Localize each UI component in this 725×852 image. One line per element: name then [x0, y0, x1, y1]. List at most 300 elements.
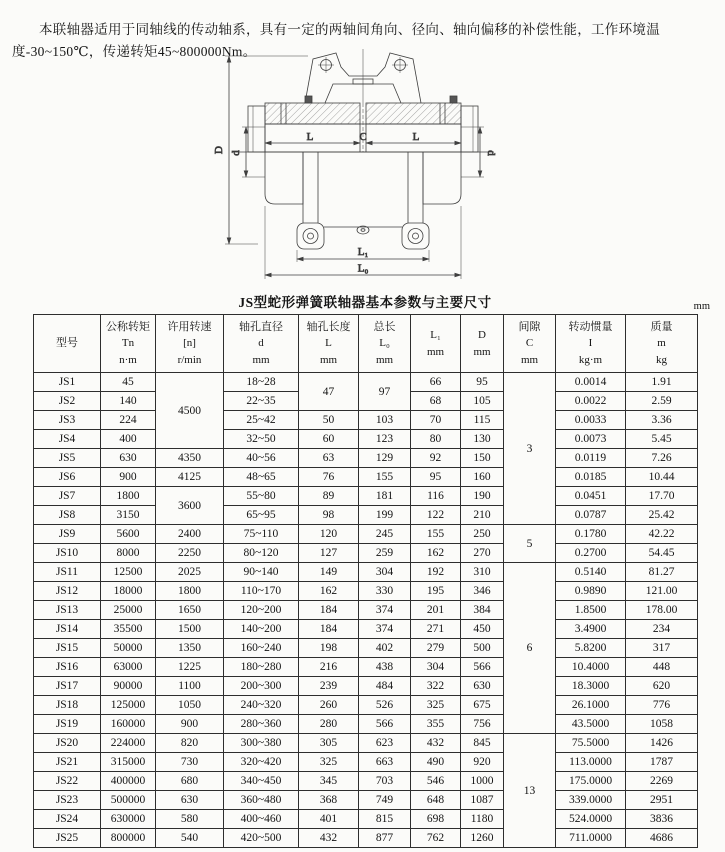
- table-cell: JS11: [34, 563, 101, 582]
- table-cell: 110~170: [224, 582, 299, 601]
- table-cell: 22~35: [224, 392, 299, 411]
- table-row: [34, 544, 698, 563]
- table-cell: JS17: [34, 677, 101, 696]
- table-cell: JS25: [34, 829, 101, 848]
- table-cell: 127: [299, 544, 359, 563]
- table-cell: 1800: [156, 582, 224, 601]
- table-cell: 155: [411, 525, 461, 544]
- dim-label-L-left: L: [306, 131, 314, 143]
- table-cell: 877: [359, 829, 411, 848]
- table-cell: 1426: [626, 734, 698, 753]
- table-cell: 630000: [101, 810, 156, 829]
- table-cell: 0.0022: [556, 392, 626, 411]
- clamp-bolt-left-icon: [305, 96, 312, 103]
- table-cell: 2951: [626, 791, 698, 810]
- table-cell: 630: [461, 677, 504, 696]
- table-cell: 330: [359, 582, 411, 601]
- table-row: [34, 810, 698, 829]
- table-cell: 2250: [156, 544, 224, 563]
- table-cell: 3.36: [626, 411, 698, 430]
- table-cell: 2.59: [626, 392, 698, 411]
- table-cell: 75.5000: [556, 734, 626, 753]
- table-cell: 432: [411, 734, 461, 753]
- table-cell: JS21: [34, 753, 101, 772]
- table-cell: 566: [359, 715, 411, 734]
- table-cell: 2400: [156, 525, 224, 544]
- dim-label-L0: L₀: [357, 262, 369, 275]
- table-cell: JS16: [34, 658, 101, 677]
- table-row: [34, 677, 698, 696]
- table-cell: 368: [299, 791, 359, 810]
- table-cell: JS24: [34, 810, 101, 829]
- table-cell: JS5: [34, 449, 101, 468]
- table-cell: 623: [359, 734, 411, 753]
- table-cell: 280: [299, 715, 359, 734]
- table-header-row: [34, 315, 698, 373]
- table-cell: 540: [156, 829, 224, 848]
- table-cell: 400000: [101, 772, 156, 791]
- column-header: 间隙 C mm: [504, 315, 556, 373]
- table-cell: 400: [101, 430, 156, 449]
- table-cell: 484: [359, 677, 411, 696]
- table-cell: 45: [101, 373, 156, 392]
- table-cell: 80: [411, 430, 461, 449]
- dim-label-L-right: L: [412, 131, 420, 143]
- table-cell: 402: [359, 639, 411, 658]
- table-cell: 776: [626, 696, 698, 715]
- dim-label-L1: L₁: [357, 246, 369, 258]
- spring-cover-legs: [297, 152, 429, 249]
- table-cell: 216: [299, 658, 359, 677]
- table-cell: 0.0033: [556, 411, 626, 430]
- coupling-technical-drawing: [213, 46, 513, 288]
- table-cell: 1350: [156, 639, 224, 658]
- table-cell: 845: [461, 734, 504, 753]
- table-cell: 50000: [101, 639, 156, 658]
- table-row: [34, 620, 698, 639]
- table-cell: JS9: [34, 525, 101, 544]
- table-cell: JS13: [34, 601, 101, 620]
- table-cell: 162: [299, 582, 359, 601]
- table-cell: 10.44: [626, 468, 698, 487]
- table-cell: 92: [411, 449, 461, 468]
- table-cell: 3600: [156, 487, 224, 525]
- table-cell: 401: [299, 810, 359, 829]
- parameters-table: [33, 314, 698, 848]
- table-cell: 180~280: [224, 658, 299, 677]
- table-cell: 103: [359, 411, 411, 430]
- table-cell: 815: [359, 810, 411, 829]
- table-cell: 450: [461, 620, 504, 639]
- table-cell: 3836: [626, 810, 698, 829]
- table-cell: JS20: [34, 734, 101, 753]
- table-cell: JS14: [34, 620, 101, 639]
- dimension-L0: [265, 206, 461, 279]
- table-cell: JS10: [34, 544, 101, 563]
- table-cell: 322: [411, 677, 461, 696]
- table-cell: 0.1780: [556, 525, 626, 544]
- table-cell: 160: [461, 468, 504, 487]
- table-cell: 663: [359, 753, 411, 772]
- table-cell: 325: [411, 696, 461, 715]
- drawing-container: [213, 46, 513, 293]
- table-cell: 63: [299, 449, 359, 468]
- table-cell: 199: [359, 506, 411, 525]
- table-row: [34, 734, 698, 753]
- table-cell: 0.0119: [556, 449, 626, 468]
- dim-label-d-right: d: [485, 150, 497, 156]
- table-cell: 300~380: [224, 734, 299, 753]
- table-cell: 75~110: [224, 525, 299, 544]
- table-cell: 25000: [101, 601, 156, 620]
- table-cell: 95: [411, 468, 461, 487]
- table-cell: 448: [626, 658, 698, 677]
- table-cell: 260: [299, 696, 359, 715]
- table-cell: 648: [411, 791, 461, 810]
- table-cell: 4125: [156, 468, 224, 487]
- table-cell: 149: [299, 563, 359, 582]
- table-cell: 160000: [101, 715, 156, 734]
- table-cell: 0.0185: [556, 468, 626, 487]
- table-cell: 200~300: [224, 677, 299, 696]
- table-cell: 310: [461, 563, 504, 582]
- table-cell: 271: [411, 620, 461, 639]
- table-cell: 0.0787: [556, 506, 626, 525]
- table-row: [34, 715, 698, 734]
- table-cell: 25.42: [626, 506, 698, 525]
- table-cell: 184: [299, 601, 359, 620]
- table-cell: 270: [461, 544, 504, 563]
- table-cell: 68: [411, 392, 461, 411]
- column-header: 型号: [34, 315, 101, 373]
- table-cell: 40~56: [224, 449, 299, 468]
- table-cell: 305: [299, 734, 359, 753]
- table-cell: 240~320: [224, 696, 299, 715]
- table-cell: 250: [461, 525, 504, 544]
- table-cell: 900: [101, 468, 156, 487]
- table-cell: 12500: [101, 563, 156, 582]
- table-cell: 340~450: [224, 772, 299, 791]
- dim-label-d-left: d: [230, 150, 242, 156]
- column-header: 许用转速 [n] r/min: [156, 315, 224, 373]
- table-cell: 3.4900: [556, 620, 626, 639]
- lower-hubs: [265, 152, 461, 204]
- table-row: [34, 639, 698, 658]
- table-row: [34, 525, 698, 544]
- table-row: [34, 791, 698, 810]
- table-cell: 70: [411, 411, 461, 430]
- table-cell: 524.0000: [556, 810, 626, 829]
- table-cell: 121.00: [626, 582, 698, 601]
- table-row: [34, 563, 698, 582]
- table-cell: 5.8200: [556, 639, 626, 658]
- table-cell: 0.0451: [556, 487, 626, 506]
- table-cell: 18000: [101, 582, 156, 601]
- table-cell: 10.4000: [556, 658, 626, 677]
- table-cell: 5.45: [626, 430, 698, 449]
- table-cell: 98: [299, 506, 359, 525]
- table-cell: 234: [626, 620, 698, 639]
- table-cell: 580: [156, 810, 224, 829]
- table-cell: 162: [411, 544, 461, 563]
- table-cell: 4686: [626, 829, 698, 848]
- table-cell: 0.0073: [556, 430, 626, 449]
- table-cell: 920: [461, 753, 504, 772]
- table-cell: 198: [299, 639, 359, 658]
- table-cell: 50: [299, 411, 359, 430]
- table-cell: 526: [359, 696, 411, 715]
- table-cell: 374: [359, 601, 411, 620]
- table-cell: 76: [299, 468, 359, 487]
- table-row: [34, 601, 698, 620]
- table-cell: 259: [359, 544, 411, 563]
- table-cell: 43.5000: [556, 715, 626, 734]
- table-cell: JS1: [34, 373, 101, 392]
- dim-label-D: D: [213, 146, 225, 154]
- table-cell: 698: [411, 810, 461, 829]
- table-cell: 315000: [101, 753, 156, 772]
- table-cell: JS23: [34, 791, 101, 810]
- table-cell: 2025: [156, 563, 224, 582]
- table-cell: 54.45: [626, 544, 698, 563]
- dimension-LCL: [265, 131, 461, 143]
- table-cell: JS8: [34, 506, 101, 525]
- table-cell: 160~240: [224, 639, 299, 658]
- table-cell: 279: [411, 639, 461, 658]
- table-cell: 1050: [156, 696, 224, 715]
- table-cell: 8000: [101, 544, 156, 563]
- table-cell: JS2: [34, 392, 101, 411]
- table-cell: 224000: [101, 734, 156, 753]
- table-cell: 32~50: [224, 430, 299, 449]
- table-cell: 175.0000: [556, 772, 626, 791]
- table-cell: 5600: [101, 525, 156, 544]
- table-cell: JS18: [34, 696, 101, 715]
- table-cell: 749: [359, 791, 411, 810]
- table-cell: 1087: [461, 791, 504, 810]
- table-cell: 304: [359, 563, 411, 582]
- bolt-hole-right-icon: [392, 57, 408, 73]
- table-cell: 400~460: [224, 810, 299, 829]
- table-cell: 1225: [156, 658, 224, 677]
- table-cell: 6: [504, 563, 556, 734]
- table-cell: 65~95: [224, 506, 299, 525]
- table-cell: 113.0000: [556, 753, 626, 772]
- column-header: 轴孔直径 d mm: [224, 315, 299, 373]
- table-row: [34, 658, 698, 677]
- table-unit-note: mm: [693, 301, 710, 312]
- table-cell: 7.26: [626, 449, 698, 468]
- table-cell: 245: [359, 525, 411, 544]
- table-cell: 3150: [101, 506, 156, 525]
- table-row: [34, 506, 698, 525]
- table-cell: 620: [626, 677, 698, 696]
- table-cell: 1800: [101, 487, 156, 506]
- table-cell: 0.5140: [556, 563, 626, 582]
- table-cell: JS6: [34, 468, 101, 487]
- table-cell: 178.00: [626, 601, 698, 620]
- table-cell: 500: [461, 639, 504, 658]
- table-cell: JS4: [34, 430, 101, 449]
- table-cell: 48~65: [224, 468, 299, 487]
- table-row: [34, 468, 698, 487]
- table-row: [34, 753, 698, 772]
- table-cell: 26.1000: [556, 696, 626, 715]
- table-cell: 0.0014: [556, 373, 626, 392]
- table-cell: 80~120: [224, 544, 299, 563]
- column-header: 转动惯量 I kg·m: [556, 315, 626, 373]
- table-cell: 703: [359, 772, 411, 791]
- table-row: [34, 582, 698, 601]
- table-cell: 120~200: [224, 601, 299, 620]
- table-cell: 304: [411, 658, 461, 677]
- table-cell: 2269: [626, 772, 698, 791]
- column-header: L₁ mm: [411, 315, 461, 373]
- table-cell: 17.70: [626, 487, 698, 506]
- table-cell: 4500: [156, 373, 224, 449]
- table-cell: 190: [461, 487, 504, 506]
- table-cell: 1058: [626, 715, 698, 734]
- table-cell: 105: [461, 392, 504, 411]
- table-cell: 1787: [626, 753, 698, 772]
- table-cell: 546: [411, 772, 461, 791]
- table-cell: JS19: [34, 715, 101, 734]
- column-header: 质量 m kg: [626, 315, 698, 373]
- table-cell: 360~480: [224, 791, 299, 810]
- table-cell: 820: [156, 734, 224, 753]
- table-cell: 60: [299, 430, 359, 449]
- table-cell: 325: [299, 753, 359, 772]
- table-cell: 42.22: [626, 525, 698, 544]
- table-cell: 140: [101, 392, 156, 411]
- table-cell: 195: [411, 582, 461, 601]
- table-cell: JS22: [34, 772, 101, 791]
- table-cell: 224: [101, 411, 156, 430]
- table-cell: 432: [299, 829, 359, 848]
- dimension-L1: [297, 246, 429, 262]
- table-cell: 239: [299, 677, 359, 696]
- table-cell: 120: [299, 525, 359, 544]
- table-cell: 130: [461, 430, 504, 449]
- table-cell: 490: [411, 753, 461, 772]
- table-cell: 630: [101, 449, 156, 468]
- table-cell: 116: [411, 487, 461, 506]
- table-cell: 18~28: [224, 373, 299, 392]
- column-header: 轴孔长度 L mm: [299, 315, 359, 373]
- table-cell: 192: [411, 563, 461, 582]
- table-cell: 140~200: [224, 620, 299, 639]
- table-cell: 1100: [156, 677, 224, 696]
- table-cell: JS3: [34, 411, 101, 430]
- table-cell: 210: [461, 506, 504, 525]
- table-cell: 1500: [156, 620, 224, 639]
- dimension-D: [213, 56, 308, 244]
- table-row: [34, 772, 698, 791]
- table-cell: 1000: [461, 772, 504, 791]
- table-cell: 150: [461, 449, 504, 468]
- column-header: 公称转矩 Tn n·m: [101, 315, 156, 373]
- table-cell: 711.0000: [556, 829, 626, 848]
- table-cell: 1180: [461, 810, 504, 829]
- table-cell: 374: [359, 620, 411, 639]
- table-cell: 181: [359, 487, 411, 506]
- table-cell: 345: [299, 772, 359, 791]
- table-row: [34, 829, 698, 848]
- table-cell: 90000: [101, 677, 156, 696]
- table-cell: 762: [411, 829, 461, 848]
- table-cell: 317: [626, 639, 698, 658]
- table-cell: 129: [359, 449, 411, 468]
- table-cell: 566: [461, 658, 504, 677]
- table-cell: 500000: [101, 791, 156, 810]
- table-cell: 66: [411, 373, 461, 392]
- table-cell: 95: [461, 373, 504, 392]
- table-cell: 90~140: [224, 563, 299, 582]
- table-cell: JS7: [34, 487, 101, 506]
- dim-label-C: C: [359, 131, 367, 143]
- table-cell: 35500: [101, 620, 156, 639]
- table-cell: 630: [156, 791, 224, 810]
- table-row: [34, 411, 698, 430]
- table-cell: 5: [504, 525, 556, 563]
- table-cell: 1650: [156, 601, 224, 620]
- table-cell: 730: [156, 753, 224, 772]
- table-cell: 1260: [461, 829, 504, 848]
- table-cell: 675: [461, 696, 504, 715]
- table-row: [34, 696, 698, 715]
- table-cell: 384: [461, 601, 504, 620]
- table-cell: 122: [411, 506, 461, 525]
- column-header: 总长 L₀ mm: [359, 315, 411, 373]
- table-cell: 89: [299, 487, 359, 506]
- table-cell: 900: [156, 715, 224, 734]
- table-cell: 13: [504, 734, 556, 848]
- table-cell: 438: [359, 658, 411, 677]
- table-cell: 320~420: [224, 753, 299, 772]
- table-cell: 125000: [101, 696, 156, 715]
- table-cell: 155: [359, 468, 411, 487]
- table-cell: 184: [299, 620, 359, 639]
- table-cell: 201: [411, 601, 461, 620]
- table-cell: 339.0000: [556, 791, 626, 810]
- table-cell: 4350: [156, 449, 224, 468]
- table-cell: 97: [359, 373, 411, 411]
- table-cell: 47: [299, 373, 359, 411]
- table-cell: 3: [504, 373, 556, 525]
- table-cell: 81.27: [626, 563, 698, 582]
- table-cell: 18.3000: [556, 677, 626, 696]
- clamp-bolt-right-icon: [450, 96, 457, 103]
- table-cell: 115: [461, 411, 504, 430]
- table-cell: 346: [461, 582, 504, 601]
- table-cell: 0.2700: [556, 544, 626, 563]
- table-cell: 0.9890: [556, 582, 626, 601]
- table-row: [34, 373, 698, 392]
- table-cell: 123: [359, 430, 411, 449]
- table-title: JS型蛇形弹簧联轴器基本参数与主要尺寸: [238, 295, 492, 310]
- column-header: D mm: [461, 315, 504, 373]
- table-cell: 756: [461, 715, 504, 734]
- table-row: [34, 430, 698, 449]
- table-cell: 800000: [101, 829, 156, 848]
- table-cell: 355: [411, 715, 461, 734]
- table-row: [34, 487, 698, 506]
- table-cell: 25~42: [224, 411, 299, 430]
- table-cell: 1.8500: [556, 601, 626, 620]
- bolt-hole-left-icon: [318, 57, 334, 73]
- table-cell: JS15: [34, 639, 101, 658]
- table-cell: 63000: [101, 658, 156, 677]
